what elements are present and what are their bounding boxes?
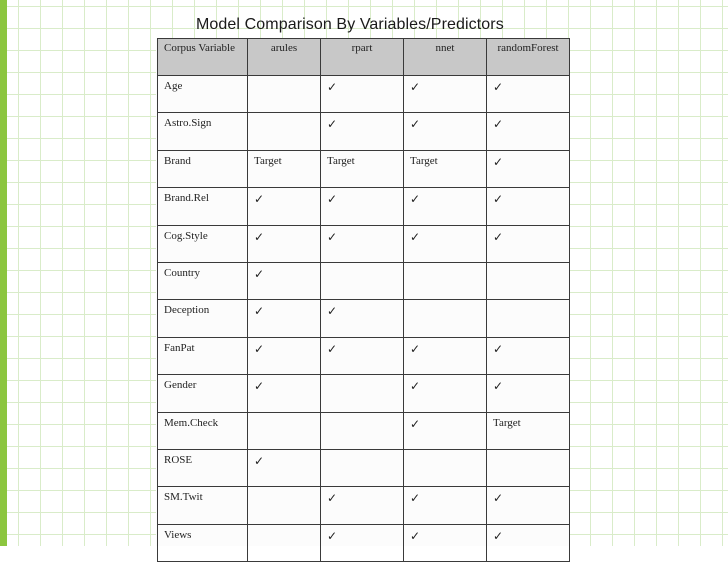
check-icon: ✓ bbox=[404, 113, 487, 150]
slide-title: Model Comparison By Variables/Predictors bbox=[196, 16, 504, 33]
cell-randomforest: Target bbox=[487, 412, 570, 449]
table-row bbox=[158, 449, 570, 486]
table-row bbox=[158, 76, 570, 113]
table-row bbox=[158, 337, 570, 374]
table-row bbox=[158, 412, 570, 449]
check-icon: ✓ bbox=[404, 337, 487, 374]
check-icon: ✓ bbox=[321, 337, 404, 374]
check-icon: ✓ bbox=[248, 375, 321, 412]
check-icon: ✓ bbox=[321, 76, 404, 113]
slide-accent-bar bbox=[0, 0, 7, 546]
cell-variable: Gender bbox=[158, 375, 248, 412]
check-icon: ✓ bbox=[487, 188, 570, 225]
check-icon: ✓ bbox=[248, 225, 321, 262]
cell-arules bbox=[248, 412, 321, 449]
check-icon: ✓ bbox=[487, 487, 570, 524]
cell-nnet bbox=[404, 300, 487, 337]
cell-variable: FanPat bbox=[158, 337, 248, 374]
check-icon: ✓ bbox=[487, 150, 570, 187]
table-row bbox=[158, 225, 570, 262]
cell-randomforest bbox=[487, 449, 570, 486]
check-icon: ✓ bbox=[404, 487, 487, 524]
cell-variable: Cog.Style bbox=[158, 225, 248, 262]
check-icon: ✓ bbox=[321, 524, 404, 561]
cell-variable: Astro.Sign bbox=[158, 113, 248, 150]
cell-variable: SM.Twit bbox=[158, 487, 248, 524]
cell-arules bbox=[248, 113, 321, 150]
cell-arules bbox=[248, 487, 321, 524]
cell-variable: Brand.Rel bbox=[158, 188, 248, 225]
header-rpart: rpart bbox=[321, 39, 404, 76]
check-icon: ✓ bbox=[248, 300, 321, 337]
header-arules: arules bbox=[248, 39, 321, 76]
cell-rpart bbox=[321, 412, 404, 449]
cell-variable: Country bbox=[158, 262, 248, 299]
check-icon: ✓ bbox=[487, 113, 570, 150]
table-row bbox=[158, 300, 570, 337]
check-icon: ✓ bbox=[404, 188, 487, 225]
cell-randomforest bbox=[487, 300, 570, 337]
check-icon: ✓ bbox=[321, 188, 404, 225]
check-icon: ✓ bbox=[321, 487, 404, 524]
cell-nnet bbox=[404, 262, 487, 299]
header-randomforest: randomForest bbox=[487, 39, 570, 76]
cell-variable: Views bbox=[158, 524, 248, 561]
cell-rpart: Target bbox=[321, 150, 404, 187]
model-comparison-table bbox=[157, 38, 570, 562]
check-icon: ✓ bbox=[487, 337, 570, 374]
check-icon: ✓ bbox=[404, 76, 487, 113]
cell-arules bbox=[248, 76, 321, 113]
check-icon: ✓ bbox=[487, 76, 570, 113]
check-icon: ✓ bbox=[248, 188, 321, 225]
table-row bbox=[158, 150, 570, 187]
cell-variable: Brand bbox=[158, 150, 248, 187]
check-icon: ✓ bbox=[404, 225, 487, 262]
table-row bbox=[158, 375, 570, 412]
cell-variable: Mem.Check bbox=[158, 412, 248, 449]
cell-arules: Target bbox=[248, 150, 321, 187]
check-icon: ✓ bbox=[404, 524, 487, 561]
check-icon: ✓ bbox=[487, 375, 570, 412]
check-icon: ✓ bbox=[248, 449, 321, 486]
table-row bbox=[158, 188, 570, 225]
cell-nnet: Target bbox=[404, 150, 487, 187]
cell-nnet bbox=[404, 449, 487, 486]
cell-rpart bbox=[321, 449, 404, 486]
table-row bbox=[158, 113, 570, 150]
table-row bbox=[158, 524, 570, 561]
check-icon: ✓ bbox=[248, 262, 321, 299]
check-icon: ✓ bbox=[404, 375, 487, 412]
cell-rpart bbox=[321, 262, 404, 299]
cell-rpart bbox=[321, 375, 404, 412]
header-corpus-variable: Corpus Variable bbox=[158, 39, 248, 76]
comparison-table-image bbox=[156, 38, 569, 546]
cell-variable: Deception bbox=[158, 300, 248, 337]
check-icon: ✓ bbox=[321, 113, 404, 150]
header-nnet: nnet bbox=[404, 39, 487, 76]
check-icon: ✓ bbox=[248, 337, 321, 374]
check-icon: ✓ bbox=[487, 524, 570, 561]
cell-variable: ROSE bbox=[158, 449, 248, 486]
cell-randomforest bbox=[487, 262, 570, 299]
cell-arules bbox=[248, 524, 321, 561]
check-icon: ✓ bbox=[487, 225, 570, 262]
cell-variable: Age bbox=[158, 76, 248, 113]
check-icon: ✓ bbox=[321, 225, 404, 262]
check-icon: ✓ bbox=[321, 300, 404, 337]
table-header-row bbox=[158, 39, 570, 76]
table-row bbox=[158, 487, 570, 524]
table-row bbox=[158, 262, 570, 299]
check-icon: ✓ bbox=[404, 412, 487, 449]
